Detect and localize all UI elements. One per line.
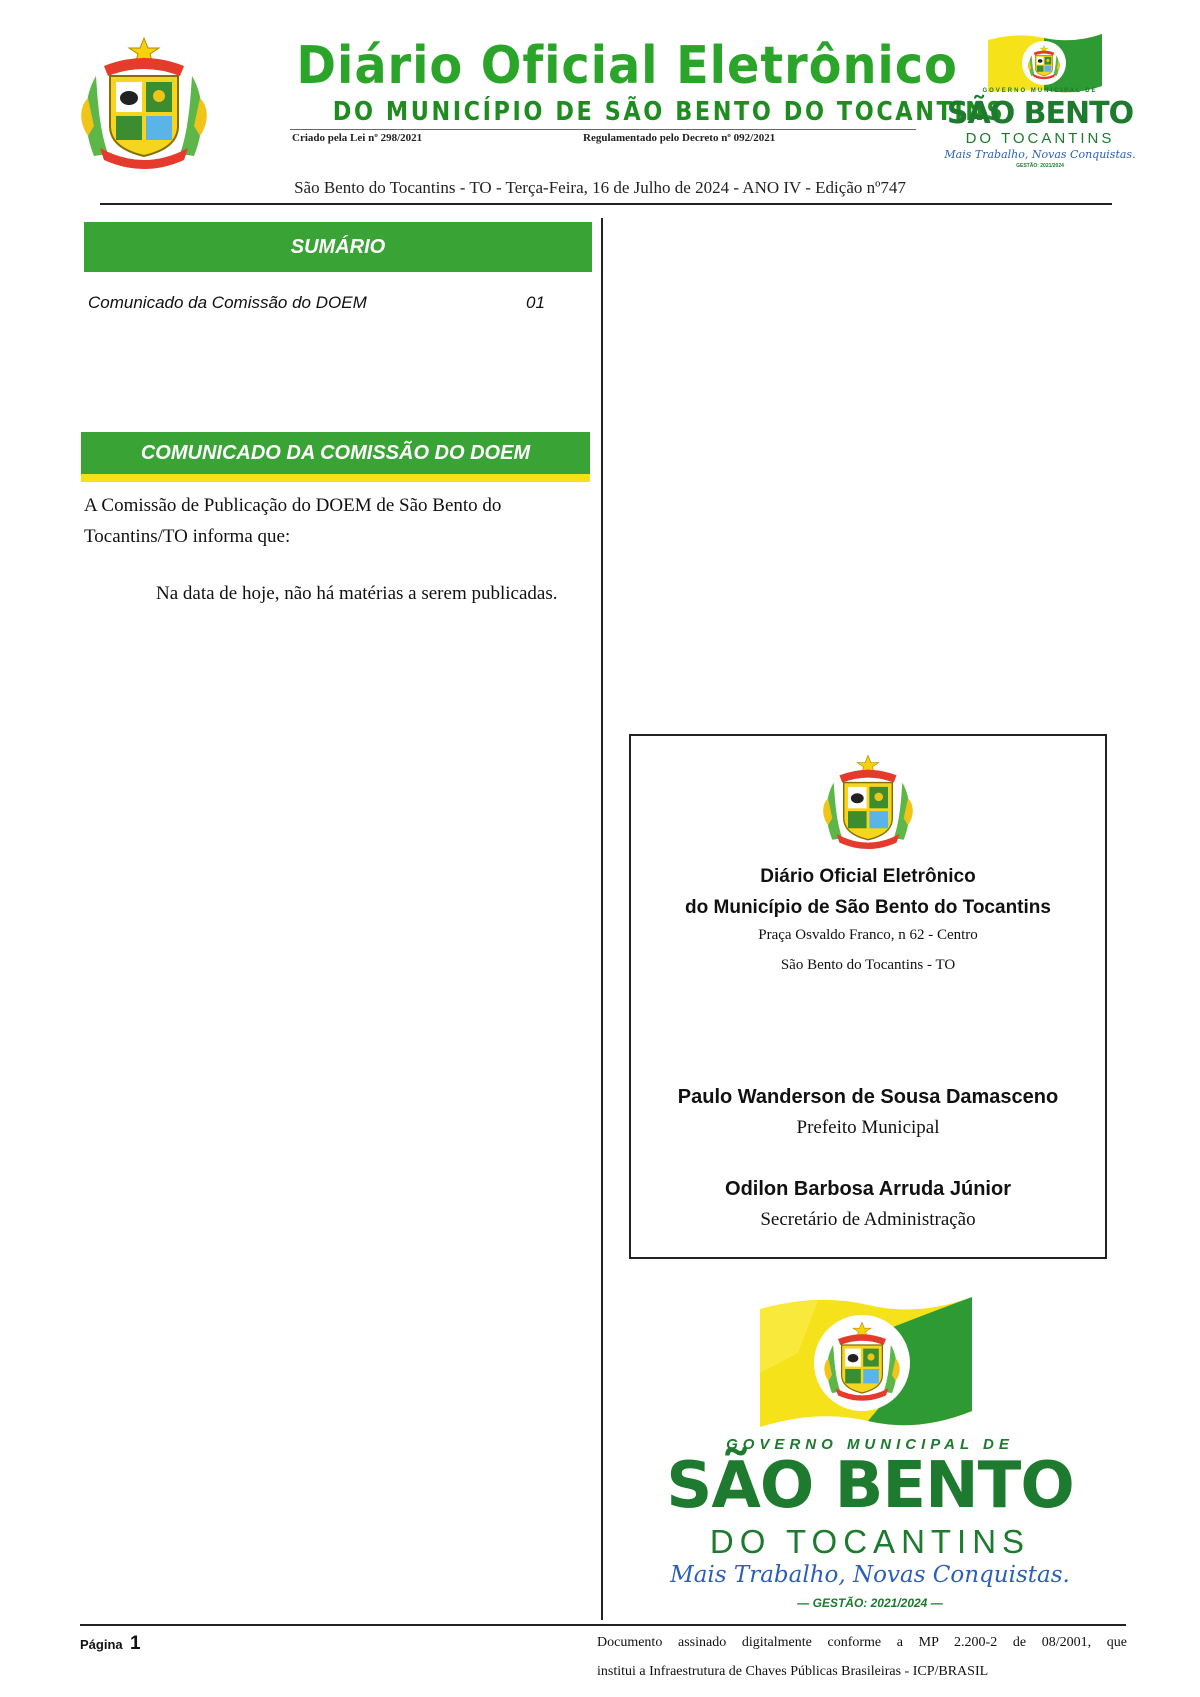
brand-slogan: Mais Trabalho, Novas Conquistas. [670, 1562, 1070, 1588]
info-address: Praça Osvaldo Franco, n 62 - Centro [758, 927, 978, 943]
brand-gestao: — GESTÃO: 2021/2024 — [797, 1596, 943, 1610]
info-title-line1: Diário Oficial Eletrônico [760, 866, 976, 887]
journal-subtitle: DO MUNICÍPIO DE SÃO BENTO DO TOCANTINS [332, 97, 1006, 127]
brand-name2: DO TOCANTINS [709, 1523, 1031, 1560]
small-brand-government: GOVERNO MUNICIPAL DE [982, 88, 1098, 94]
large-municipal-flag-icon [758, 1293, 974, 1431]
municipal-crest-icon [74, 36, 214, 176]
brand-name: SÃO BENTO [666, 1449, 1074, 1523]
summary-heading: SUMÁRIO [290, 235, 386, 258]
small-brand-gestao: GESTÃO: 2021/2024 [1016, 163, 1064, 169]
small-brand-name2: DO TOCANTINS [965, 130, 1115, 147]
municipal-flag-icon [986, 32, 1104, 94]
summary-item-label[interactable]: Comunicado da Comissão do DOEM [88, 293, 367, 312]
summary-heading-bar [84, 222, 592, 272]
brand-government: GOVERNO MUNICIPAL DE [726, 1436, 1014, 1453]
header-rule [290, 129, 916, 130]
footer-divider [80, 1624, 1126, 1626]
edition-dateline: São Bento do Tocantins - TO - Terça-Feira, 16 de Julho de 2024 - ANO IV - Edição nº747 [294, 178, 906, 197]
header-divider [100, 203, 1112, 205]
signature-notice-line2: institui a Infraestrutura de Chaves Públicas Brasileiras - ICP/BRASIL [597, 1664, 989, 1679]
comunicado-heading-bar [81, 432, 590, 474]
page-label: Página [80, 1637, 123, 1652]
page-number: 1 [130, 1633, 141, 1654]
comunicado-paragraph-1: A Comissão de Publicação do DOEM de São Bento do Tocantins/TO informa que: [84, 495, 502, 547]
info-crest-icon [818, 754, 918, 854]
regulation-decree: Regulamentado pelo Decreto nº 092/2021 [583, 132, 776, 144]
journal-title: Diário Oficial Eletrônico [296, 36, 958, 96]
small-brand-name: SÃO BENTO [946, 96, 1134, 131]
summary-item-page: 01 [526, 293, 545, 312]
mayor-role: Prefeito Municipal [796, 1117, 940, 1138]
column-divider [601, 218, 603, 1620]
secretary-role: Secretário de Administração [760, 1209, 976, 1230]
comunicado-paragraph-2: Na data de hoje, não há matérias a serem publicadas. [156, 583, 558, 604]
comunicado-heading: COMUNICADO DA COMISSÃO DO DOEM [140, 441, 531, 464]
signature-notice-line1: Documento assinado digitalmente conforme a MP 2.200-2 de 08/2001, que [597, 1635, 1127, 1650]
creation-law: Criado pela Lei nº 298/2021 [292, 132, 423, 144]
comunicado-heading-underline [81, 474, 590, 482]
small-brand-slogan: Mais Trabalho, Novas Conquistas. [944, 148, 1136, 161]
info-title-line2: do Município de São Bento do Tocantins [685, 897, 1051, 918]
mayor-name: Paulo Wanderson de Sousa Damasceno [677, 1086, 1059, 1108]
info-city: São Bento do Tocantins - TO [780, 957, 956, 973]
secretary-name: Odilon Barbosa Arruda Júnior [725, 1178, 1011, 1200]
